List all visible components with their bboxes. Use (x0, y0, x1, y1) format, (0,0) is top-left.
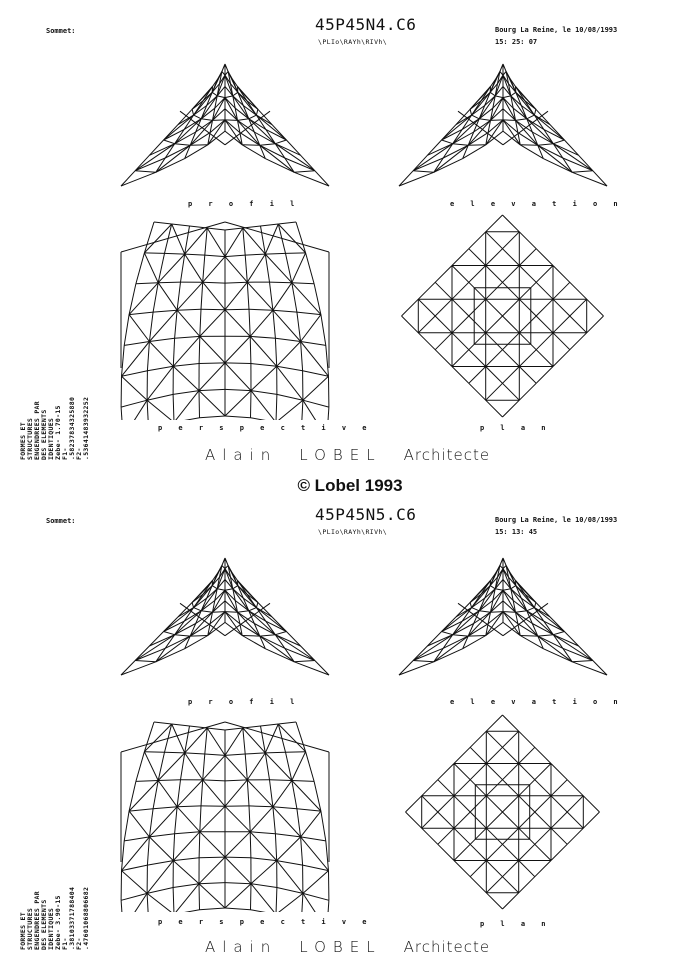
elevation-label: e l e v a t i o n (450, 200, 624, 208)
file-path: \PLIo\RAYh\RIVh\ (318, 528, 387, 536)
sommet-label: Sommet: (46, 27, 76, 35)
profil-label: p r o f i l (188, 698, 300, 706)
file-title: 45P45N4.C6 (315, 15, 416, 34)
architect-first-name: Alain (205, 938, 277, 956)
architect-role: Architecte (404, 446, 491, 464)
vertical-caption (20, 20, 34, 460)
plan-view (395, 212, 610, 420)
architect-role: Architecte (404, 938, 491, 956)
file-title: 45P45N5.C6 (315, 505, 416, 524)
drawing-sheet-1 (0, 0, 700, 480)
vertical-code: F1- .38103371788404 F2- .47601068806682 (62, 887, 90, 950)
architect-signature (205, 446, 490, 464)
vertical-caption (20, 510, 34, 950)
perspective-view (115, 212, 335, 420)
elevation-view (393, 58, 613, 198)
plan-view (395, 712, 610, 912)
plan-label: p l a n (480, 424, 552, 432)
drawing-sheet-2 (0, 490, 700, 970)
perspective-view (115, 712, 335, 912)
copyright-notice: © Lobel 1993 (0, 476, 700, 496)
perspective-label: p e r s p e c t i v e (158, 424, 373, 432)
architect-last-name: LOBEL (299, 446, 381, 464)
profil-view (115, 58, 335, 198)
vertical-code: F1- .58237834325880 F2- .53641483932252 (62, 397, 90, 460)
profil-label: p r o f i l (188, 200, 300, 208)
elevation-view (393, 552, 613, 687)
time-stamp: 15: 25: 07 (495, 38, 537, 46)
plan-label: p l a n (480, 920, 552, 928)
architect-last-name: LOBEL (299, 938, 381, 956)
architect-signature (205, 938, 490, 956)
profil-view (115, 552, 335, 687)
sommet-label: Sommet: (46, 517, 76, 525)
vertical-note: FORMES ET STRUCTURES ENGENDREES PAR DES ELEMENTS IDENTIQUES Zebe- 1.70-15 (20, 397, 62, 460)
perspective-label: p e r s p e c t i v e (158, 918, 373, 926)
architect-first-name: Alain (205, 446, 277, 464)
place-date: Bourg La Reine, le 10/08/1993 (495, 516, 617, 524)
file-path: \PLIo\RAYh\RIVh\ (318, 38, 387, 46)
place-date: Bourg La Reine, le 10/08/1993 (495, 26, 617, 34)
elevation-label: e l e v a t i o n (450, 698, 624, 706)
vertical-note: FORMES ET STRUCTURES ENGENDREES PAR DES ELEMENTS IDENTIQUES Zebe- 3.90-15 (20, 887, 62, 950)
time-stamp: 15: 13: 45 (495, 528, 537, 536)
